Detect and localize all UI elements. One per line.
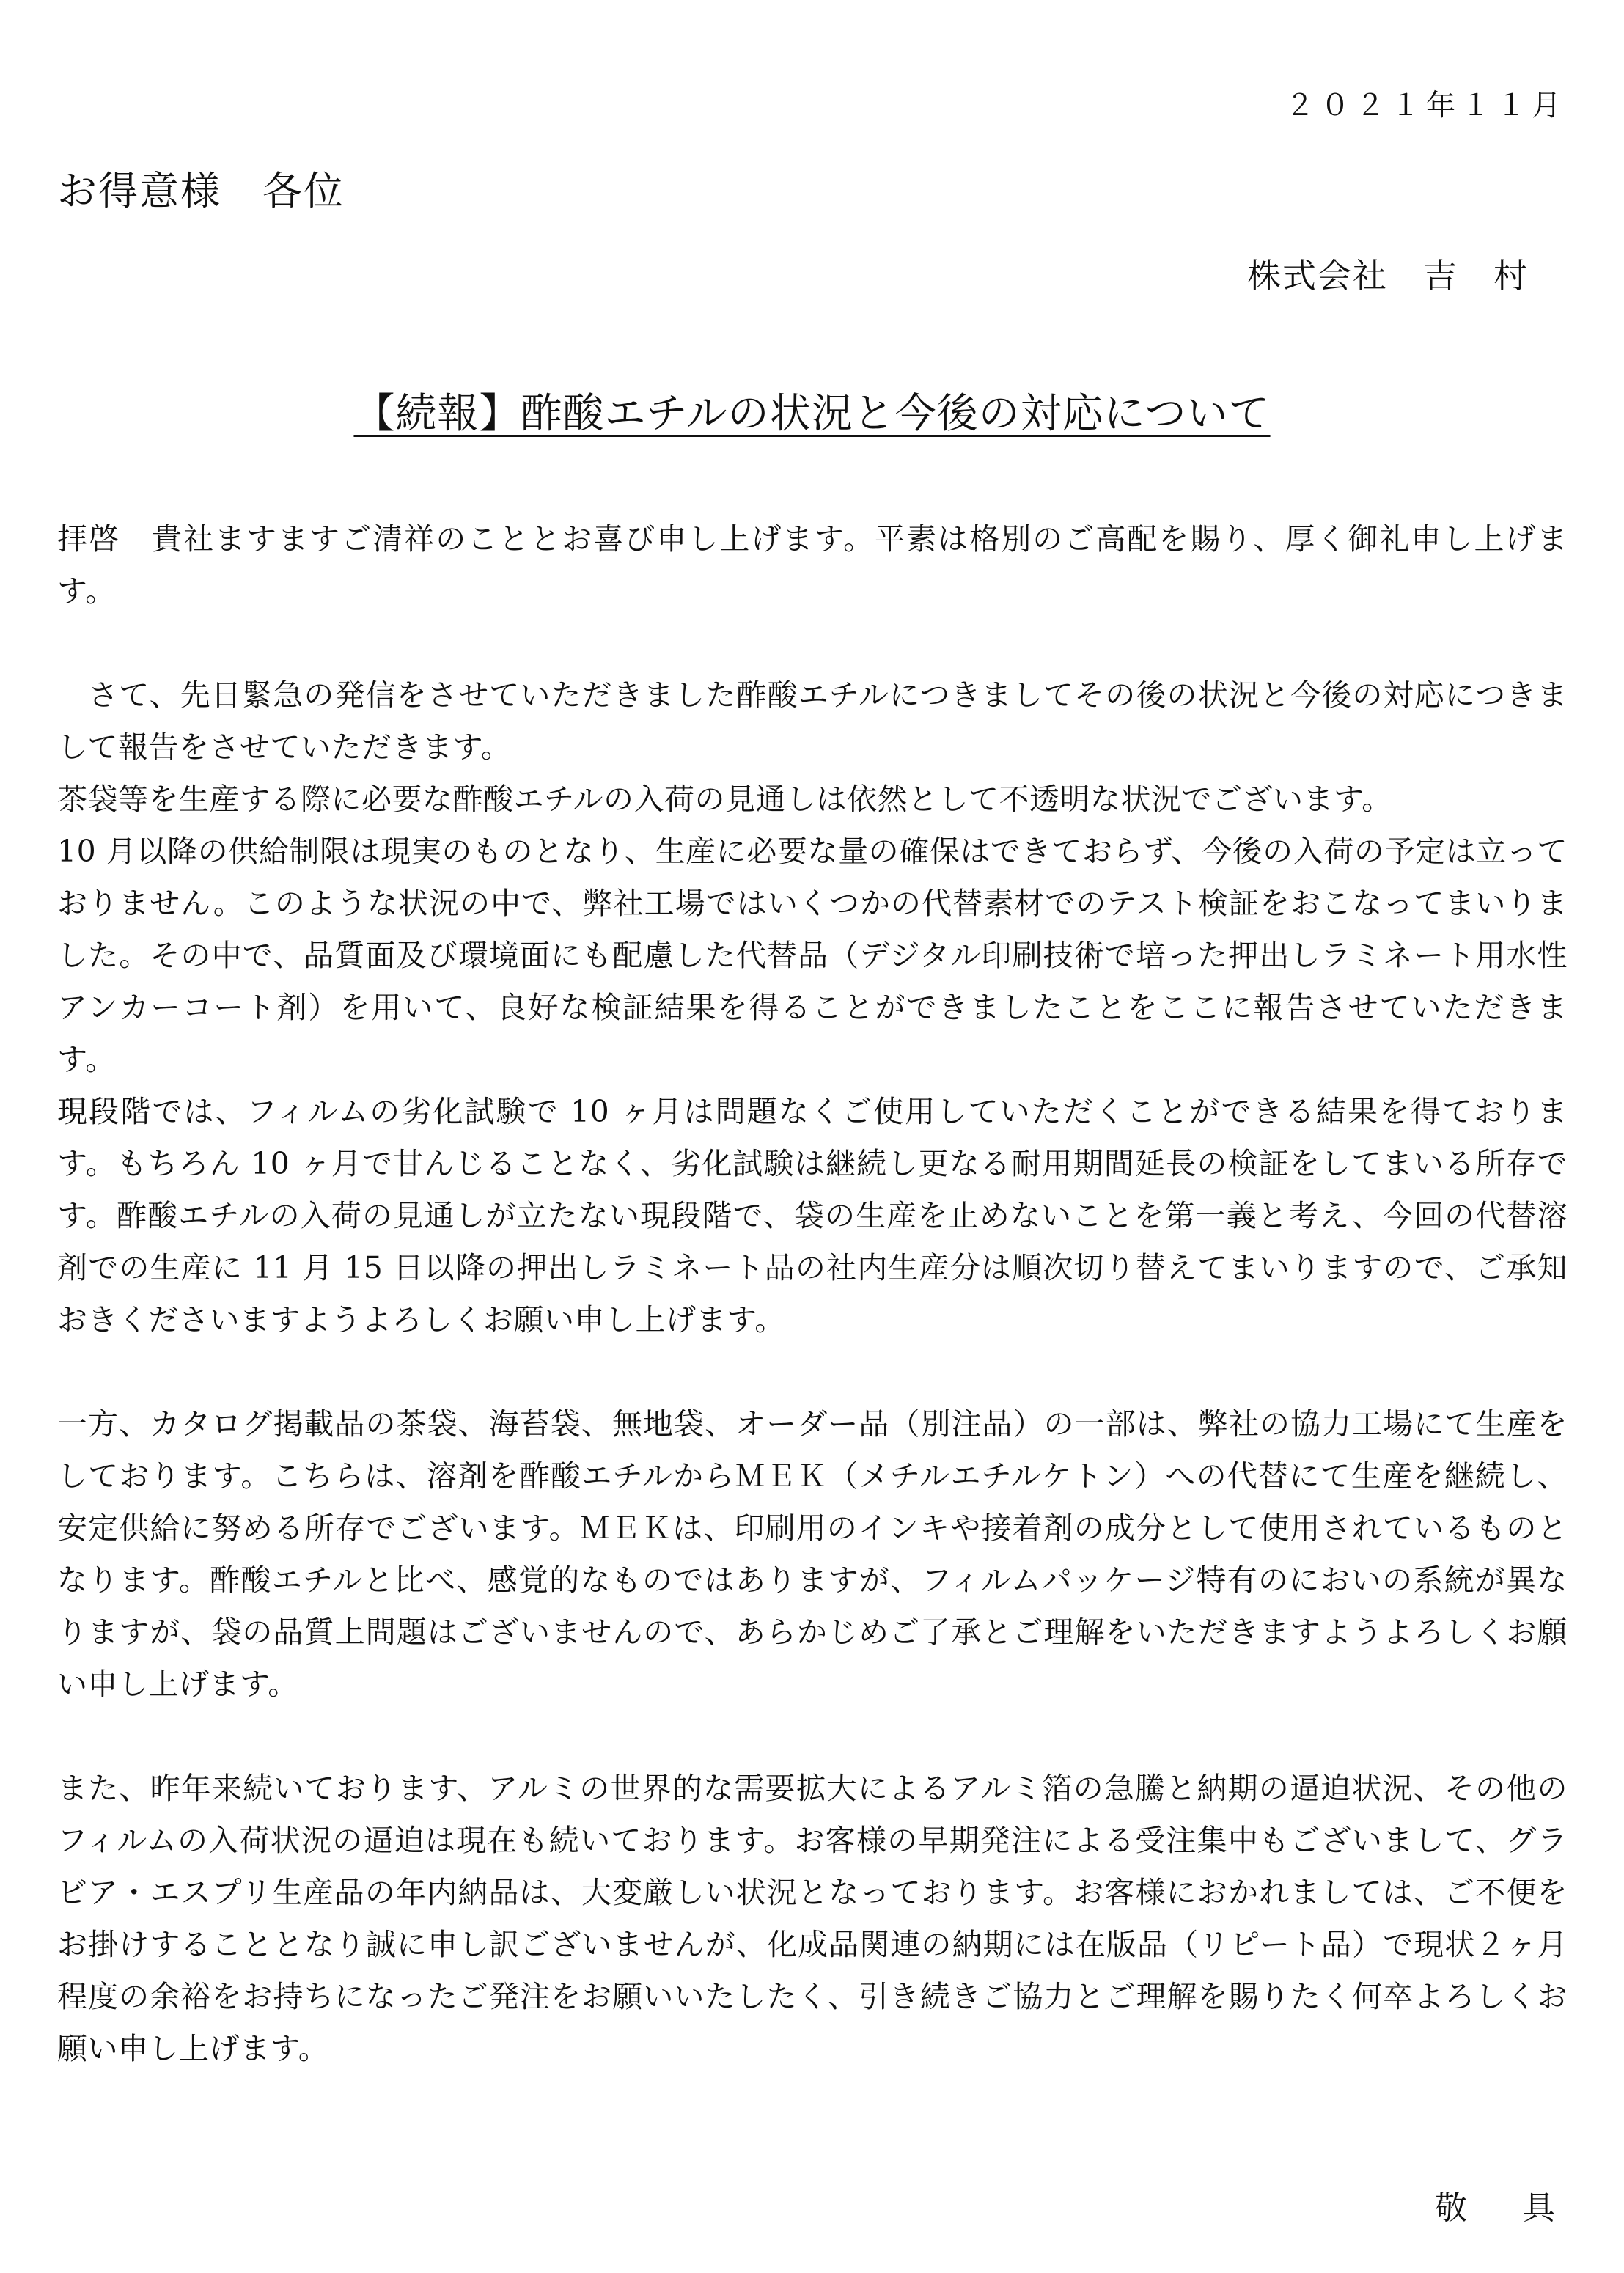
durability-test-paragraph: 現段階では、フィルムの劣化試験で 10 ヶ月は問題なくご使用していただくことができる結果を得ております。もちろん 10 ヶ月で甘んじることなく、劣化試験は継続し更なる耐用期間延長の検証をしてまいる所存です。酢酸エチルの入荷の見通しが立たない現段階で、袋の生産を止めないことを第一義と考え、今回の代替溶剤での生産に 11 月 15 日以降の押出しラミネート品の社内生産分は順次切り替えてまいりますので、ご承知おきくださいますようよろしくお願い申し上げます。 (57, 1094, 1568, 1337)
paragraph-spacer (57, 1711, 1568, 1763)
intro-paragraph: さて、先日緊急の発信をさせていただきました酢酸エチルにつきましてその後の状況と今後の対応につきまして報告をさせていただきます。 (57, 678, 1568, 765)
aluminum-supply-paragraph: また、昨年来続いております、アルミの世界的な需要拡大によるアルミ箔の急騰と納期の逼迫状況、その他のフィルムの入荷状況の逼迫は現在も続いております。お客様の早期発注による受注集中もございまして、グラビア・エスプリ生産品の年内納品は、大変厳しい状況となっております。お客様におかれましては、ご不便をお掛けすることとなり誠に申し訳ございませんが、化成品関連の納期には在版品（リピート品）で現状２ヶ月程度の余裕をお持ちになったご発注をお願いいたしたく、引き続きご協力とご理解を賜りたく何卒よろしくお願い申し上げます。 (57, 1771, 1568, 2066)
letter-body (57, 513, 1568, 2075)
closing-remark: 敬 具 (1435, 2189, 1567, 2227)
letter-title (0, 381, 1624, 440)
alternative-material-paragraph: 10 月以降の供給制限は現実のものとなり、生産に必要な量の確保はできておらず、今後の入荷の予定は立っておりません。このような状況の中で、弊社工場ではいくつかの代替素材でのテスト検証をおこなってまいりました。その中で、品質面及び環境面にも配慮した代替品（デジタル印刷技術で培った押出しラミネート用水性アンカーコート剤）を用いて、良好な検証結果を得ることができましたことをここに報告させていただきます。 (57, 834, 1568, 1077)
letter-date: ２０２１年１１月 (1285, 89, 1567, 122)
supply-outlook-paragraph: 茶袋等を生産する際に必要な酢酸エチルの入荷の見通しは依然として不透明な状況でございます。 (57, 782, 1392, 817)
greeting-paragraph: 拝啓 貴社ますますご清祥のこととお喜び申し上げます。平素は格別のご高配を賜り、厚く御礼申し上げます。 (57, 521, 1568, 609)
paragraph-spacer (57, 1346, 1568, 1398)
recipient-line: お得意様 各位 (57, 168, 345, 214)
paragraph-spacer (57, 617, 1568, 669)
sender-company: 株式会社 吉 村 (1247, 256, 1529, 295)
partner-factory-paragraph: 一方、カタログ掲載品の茶袋、海苔袋、無地袋、オーダー品（別注品）の一部は、弊社の協力工場にて生産をしております。こちらは、溶剤を酢酸エチルからＭＥＫ（メチルエチルケトン）への代替にて生産を継続し、安定供給に努める所存でございます。ＭＥＫは、印刷用のインキや接着剤の成分として使用されているものとなります。酢酸エチルと比べ、感覚的なものではありますが、フィルムパッケージ特有のにおいの系統が異なりますが、袋の品質上問題はございませんので、あらかじめご了承とご理解をいただきますようよろしくお願い申し上げます。 (57, 1406, 1568, 1702)
letter-title-text: 【続報】酢酸エチルの状況と今後の対応について (353, 390, 1271, 438)
